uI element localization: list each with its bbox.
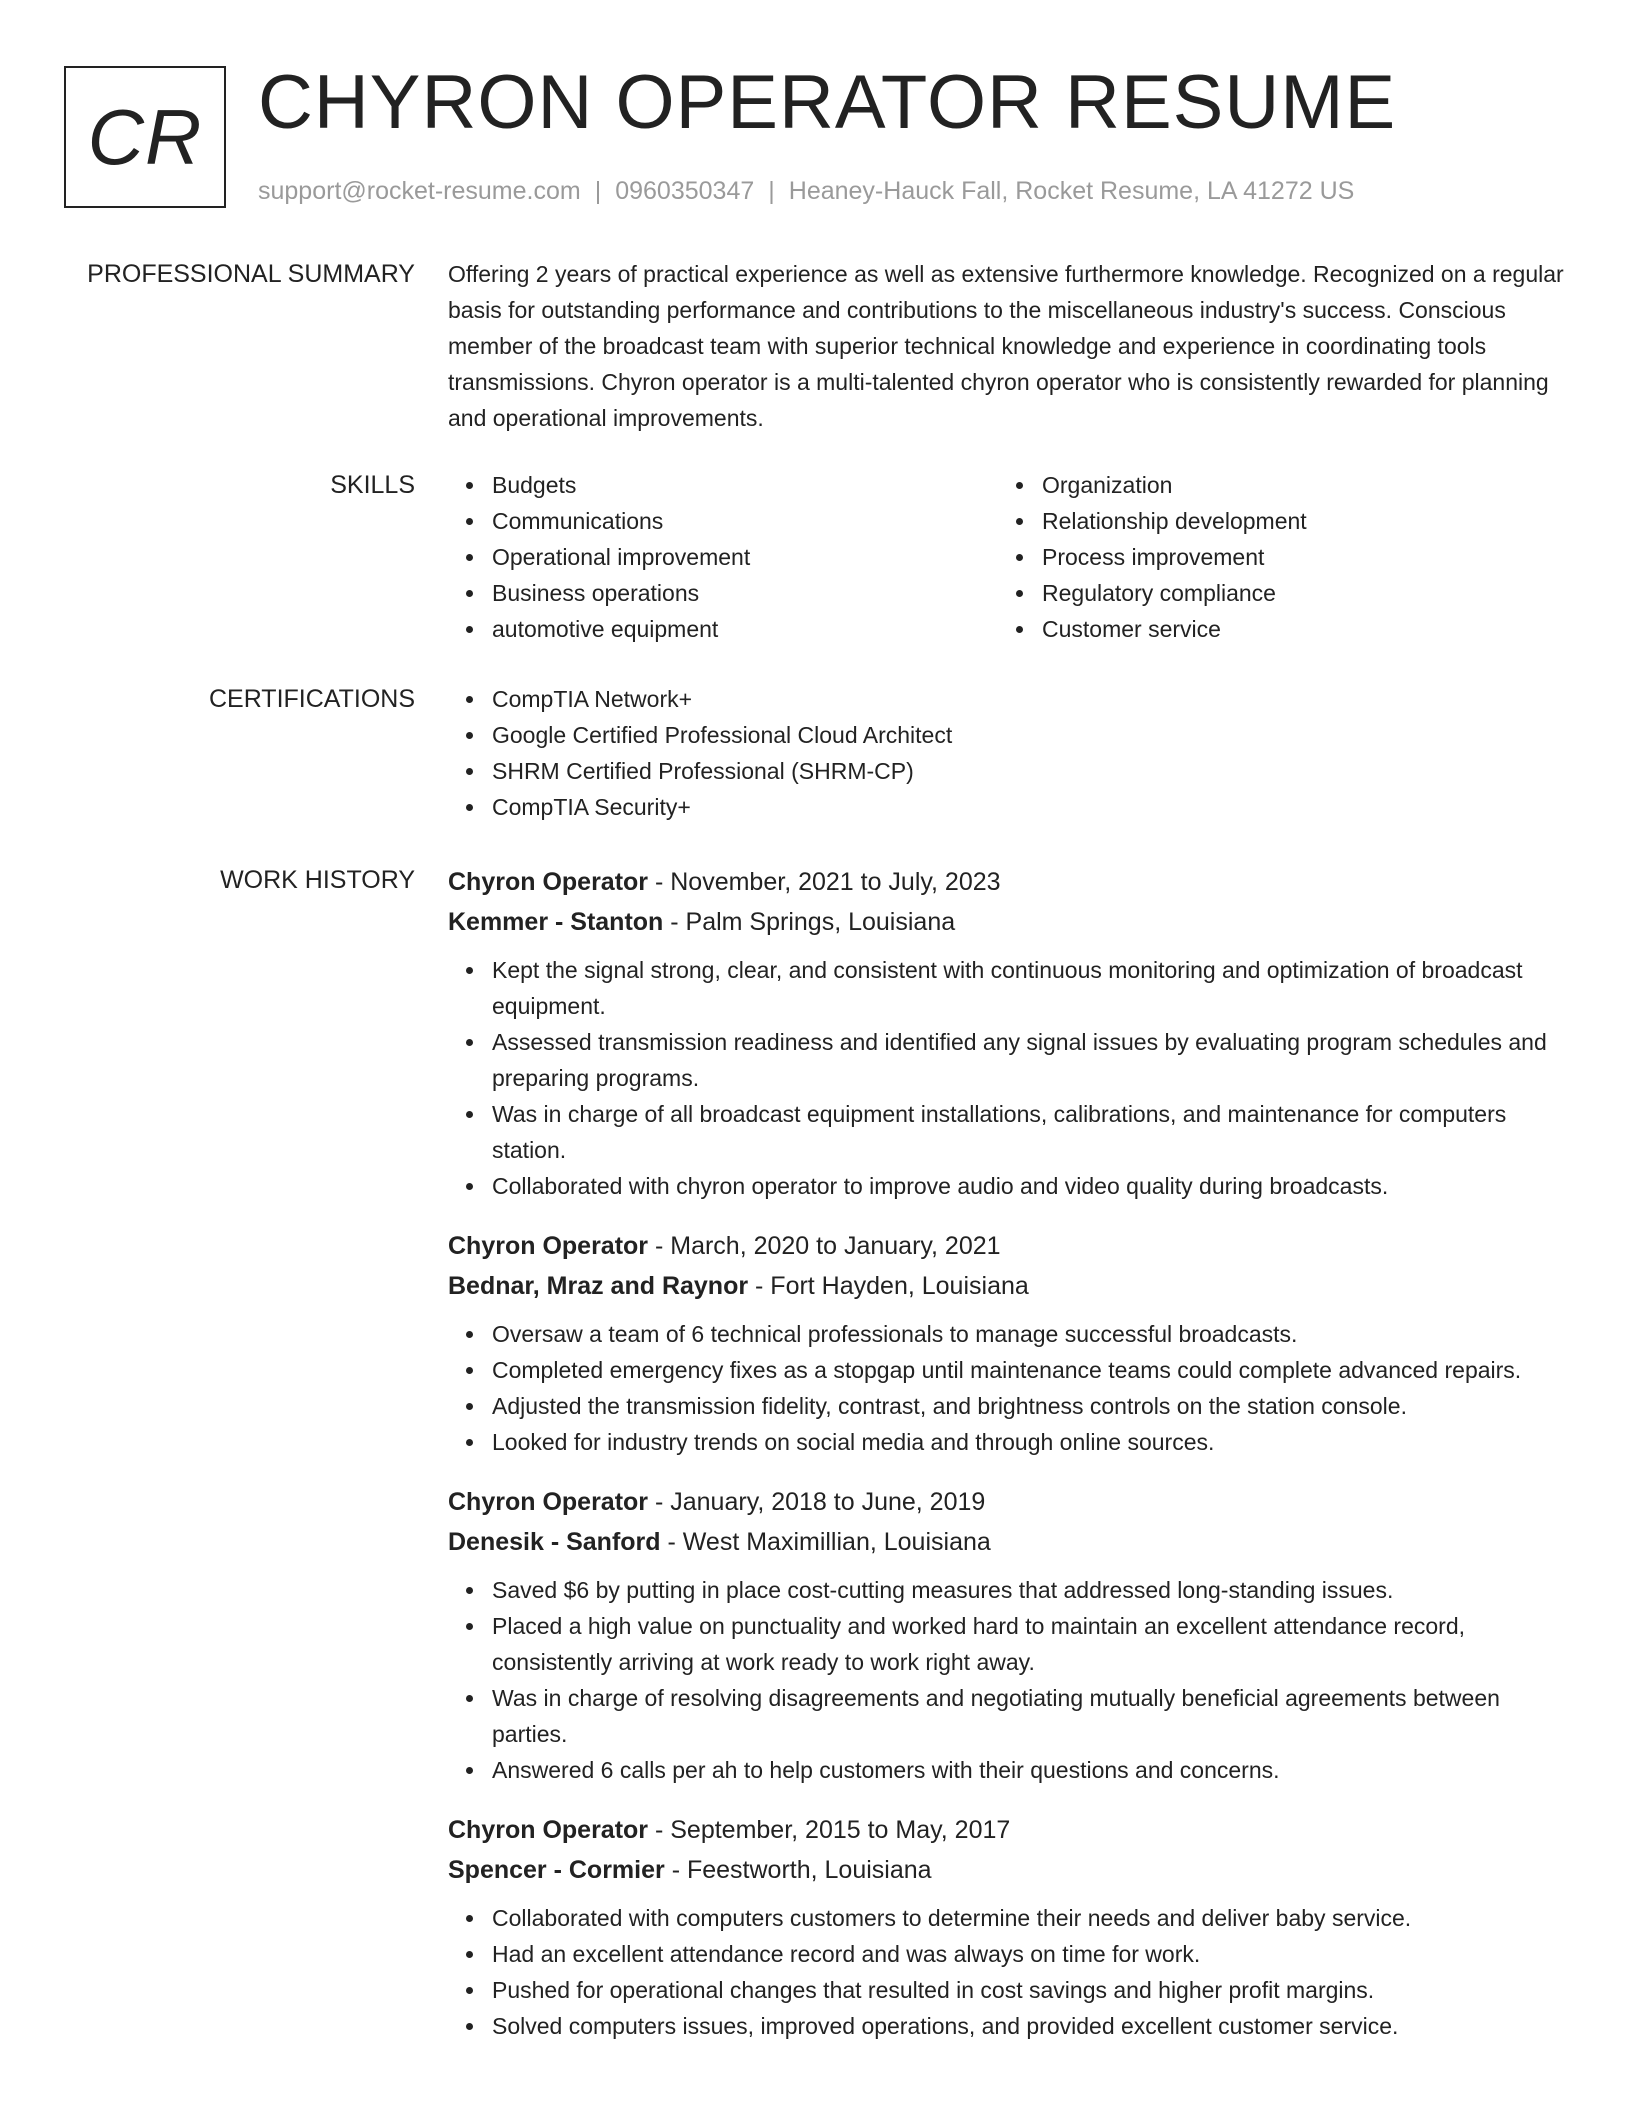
job-bullets	[448, 952, 1578, 1204]
certifications-heading: CERTIFICATIONS	[208, 685, 415, 713]
job-location: - Feestworth, Louisiana	[664, 1856, 932, 1884]
job-bullets	[448, 1316, 1578, 1460]
job-entry	[448, 1226, 1578, 1460]
job-location: - Palm Springs, Louisiana	[663, 908, 956, 936]
summary-heading: PROFESSIONAL SUMMARY	[87, 260, 415, 288]
job-title: Chyron Operator	[448, 1232, 649, 1260]
list-item: Solved computers issues, improved operations, and provided excellent customer service.	[492, 2008, 1578, 2044]
certifications-list	[448, 681, 1578, 825]
job-company: Bednar, Mraz and Raynor	[448, 1272, 749, 1300]
job-entry	[448, 1810, 1578, 2044]
list-item: Collaborated with computers customers to determine their needs and deliver baby service.	[492, 1900, 1578, 1936]
monogram-logo: CR	[64, 66, 226, 208]
list-item: Regulatory compliance	[1042, 575, 1548, 611]
list-item: Completed emergency fixes as a stopgap until maintenance teams could complete advanced repairs.	[492, 1352, 1578, 1388]
job-location: - Fort Hayden, Louisiana	[748, 1272, 1029, 1300]
work-history-heading: WORK HISTORY	[220, 866, 415, 894]
skills-list-right	[998, 467, 1548, 647]
job-title: Chyron Operator	[448, 868, 649, 896]
job-entry	[448, 862, 1578, 1204]
job-title-line	[448, 862, 1578, 902]
phone-text: 0960350347	[615, 177, 755, 205]
job-title: Chyron Operator	[448, 1816, 649, 1844]
list-item: Communications	[492, 503, 998, 539]
job-title-line	[448, 1482, 1578, 1522]
page-title: CHYRON OPERATOR RESUME	[258, 60, 1397, 145]
job-company-line	[448, 902, 1578, 942]
list-item: Customer service	[1042, 611, 1548, 647]
list-item: automotive equipment	[492, 611, 998, 647]
job-company: Denesik - Sanford	[448, 1528, 661, 1556]
list-item: Business operations	[492, 575, 998, 611]
list-item: Assessed transmission readiness and identified any signal issues by evaluating program schedules and preparing programs.	[492, 1024, 1578, 1096]
list-item: Relationship development	[1042, 503, 1548, 539]
list-item: Was in charge of resolving disagreements and negotiating mutually beneficial agreements between parties.	[492, 1680, 1578, 1752]
job-dates: - November, 2021 to July, 2023	[648, 868, 1001, 896]
job-bullets	[448, 1900, 1578, 2044]
list-item: Google Certified Professional Cloud Architect	[492, 717, 1578, 753]
list-item: Adjusted the transmission fidelity, contrast, and brightness controls on the station console.	[492, 1388, 1578, 1424]
list-item: Was in charge of all broadcast equipment installations, calibrations, and maintenance for computers station.	[492, 1096, 1578, 1168]
list-item: Placed a high value on punctuality and worked hard to maintain an excellent attendance record, consistently arriving at work ready to work right away.	[492, 1608, 1578, 1680]
summary-text: Offering 2 years of practical experience as well as extensive furthermore knowledge. Recognized on a regular basis for outstanding performance and contributions to the miscellaneous industry's success. Conscious member of the broadcast team with superior technical knowledge and experience in coordinating tools transmissions. Chyron operator is a multi-talented chyron operator who is consistently rewarded for planning and operational improvements.	[448, 261, 1564, 431]
list-item: Budgets	[492, 467, 998, 503]
address-text: Heaney-Hauck Fall, Rocket Resume, LA 41272 US	[788, 177, 1355, 205]
list-item: CompTIA Network+	[492, 681, 1578, 717]
job-company: Spencer - Cormier	[448, 1856, 665, 1884]
list-item: Operational improvement	[492, 539, 998, 575]
list-item: Collaborated with chyron operator to improve audio and video quality during broadcasts.	[492, 1168, 1578, 1204]
job-company: Kemmer - Stanton	[448, 908, 664, 936]
list-item: CompTIA Security+	[492, 789, 1578, 825]
job-bullets	[448, 1572, 1578, 1788]
list-item: Organization	[1042, 467, 1548, 503]
job-entry	[448, 1482, 1578, 1788]
skills-list-left	[448, 467, 998, 647]
list-item: Process improvement	[1042, 539, 1548, 575]
contact-line	[258, 174, 1354, 208]
email-text: support@rocket-resume.com	[258, 177, 581, 205]
list-item: Pushed for operational changes that resulted in cost savings and higher profit margins.	[492, 1972, 1578, 2008]
job-dates: - September, 2015 to May, 2017	[648, 1816, 1011, 1844]
job-company-line	[448, 1266, 1578, 1306]
job-location: - West Maximillian, Louisiana	[660, 1528, 991, 1556]
job-title: Chyron Operator	[448, 1488, 649, 1516]
job-dates: - March, 2020 to January, 2021	[648, 1232, 1001, 1260]
separator: |	[594, 177, 602, 205]
list-item: Answered 6 calls per ah to help customers with their questions and concerns.	[492, 1752, 1578, 1788]
list-item: Looked for industry trends on social media and through online sources.	[492, 1424, 1578, 1460]
list-item: Saved $6 by putting in place cost-cutting measures that addressed long-standing issues.	[492, 1572, 1578, 1608]
separator: |	[768, 177, 775, 205]
job-title-line	[448, 1226, 1578, 1266]
list-item: Had an excellent attendance record and was always on time for work.	[492, 1936, 1578, 1972]
list-item: SHRM Certified Professional (SHRM-CP)	[492, 753, 1578, 789]
job-company-line	[448, 1850, 1578, 1890]
list-item: Kept the signal strong, clear, and consistent with continuous monitoring and optimization of broadcast equipment.	[492, 952, 1578, 1024]
list-item: Oversaw a team of 6 technical professionals to manage successful broadcasts.	[492, 1316, 1578, 1352]
job-title-line	[448, 1810, 1578, 1850]
job-company-line	[448, 1522, 1578, 1562]
job-dates: - January, 2018 to June, 2019	[648, 1488, 986, 1516]
skills-heading: SKILLS	[330, 471, 415, 499]
